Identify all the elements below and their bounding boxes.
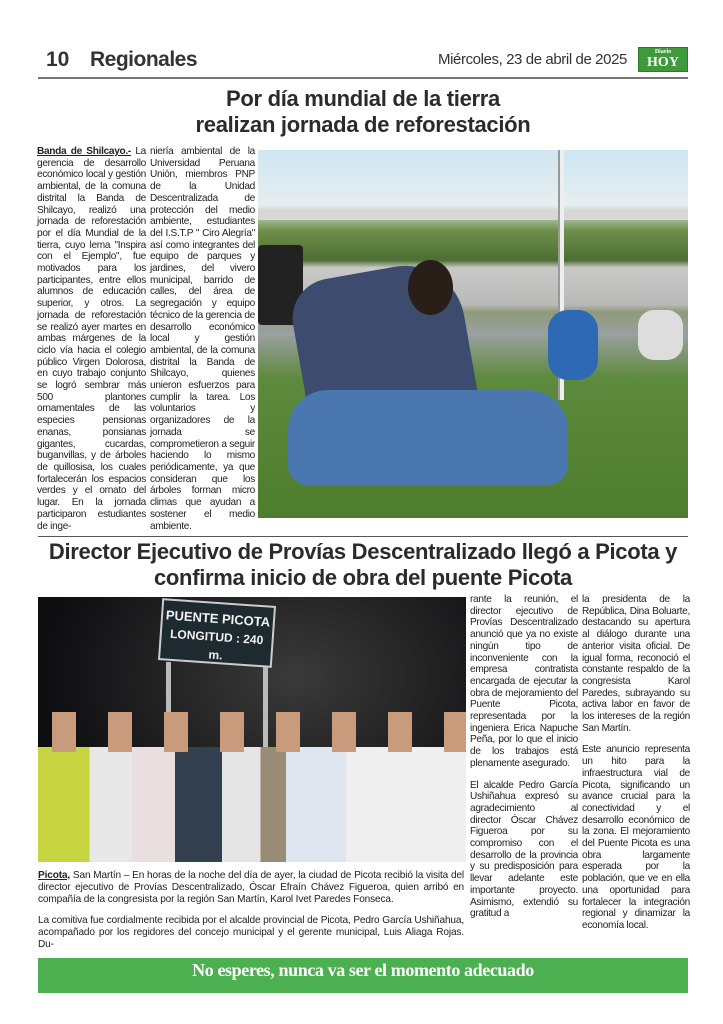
article2-text: Este anuncio representa un hito para la infraestructura vial de Picota, significando un avance crucial para la conectividad y el desarrollo económico de la zona. El mejoramiento del Puente Picota es una obra largamente esperada por la población, que ve en ella una oportunidad para fortalecer la integración regional y dinamizar la economía local.	[582, 744, 690, 931]
sign-text: PUENTE PICOTA	[165, 607, 271, 630]
section-title: Regionales	[90, 48, 198, 71]
article2-intro-paragraph	[38, 870, 464, 907]
bridge-visit-photo	[38, 597, 466, 862]
article2-column-4	[582, 594, 690, 932]
article2-column-3	[470, 594, 578, 920]
newspaper-logo	[638, 47, 688, 72]
page-number: 10	[46, 48, 70, 71]
article2-text: San Martín – En horas de la noche del día de ayer, la ciudad de Picota recibió la visita del director ejecutivo de Provías Descentralizado, Óscar Efraín Chávez Figueroa, quien arribó en compañía de la congresista por la región San Martín, Karol Ivet Paredes Fonseca.	[38, 870, 464, 906]
headline-line: confirma inicio de obra del puente Picota	[153, 565, 572, 590]
article1-column-2	[150, 146, 255, 532]
article1-text: La gerencia de desarrollo económico local y gestión ambiental, de la comuna distrital la Banda de Shilcayo, realizó una jornada de reforestación por el día Mundial de la tierra, cuyo lema "Inspira con el Ejemplo", fue motivados para los participantes, entre ellos alumnos de educación superior, y otros. La jornada de reforestación se realizó ayer martes en ambas márgenes de la ciclo vía hacia el colegio público Virgen Dolorosa, en cuyo trabajo conjunto se logró sembrar más 500 plantones ornamentales de las especies pensionas enanas, ponsianas gigantes, cucardas, buganvillas, y de árboles de quillosisa, los cuales fortalecerán los espacios verdes y el ornato del lugar. En la jornada participaron estudiantes de inge-	[37, 146, 146, 532]
footer-banner	[38, 958, 688, 993]
section-divider	[38, 536, 688, 537]
logo-big-text: HOY	[647, 55, 679, 70]
article2-second-paragraph: La comitiva fue cordialmente recibida por el alcalde provincial de Picota, Pedro García Ushiñahua, acompañado por los regidores del concejo municipal y el gerente municipal, Luis Aliaga Rojas. Du-	[38, 914, 464, 951]
banner-text: No esperes, nunca va ser el momento adecuado	[192, 960, 534, 980]
logo-small-text: Diario	[654, 49, 672, 55]
article2-headline	[38, 539, 688, 591]
article2-dateline: Picota,	[38, 870, 71, 881]
issue-date: Miércoles, 23 de abril de 2025	[438, 51, 627, 68]
bridge-sign	[158, 598, 276, 668]
article2-text: la presidenta de la República, Dina Boluarte, destacando su apertura al diálogo durante una anterior visita oficial. De igual forma, reconoció el constante respaldo de la congresista Karol Paredes, subrayando su activa labor en favor de los intereses de la región San Martín.	[582, 594, 690, 734]
article2-intro	[38, 870, 464, 951]
headline-line: realizan jornada de reforestación	[195, 112, 531, 137]
header-divider	[38, 77, 688, 79]
sign-text: LONGITUD : 240 m.	[169, 626, 264, 663]
headline-line: Director Ejecutivo de Provías Descentralizado llegó a Picota y	[48, 539, 678, 564]
article1-dateline: Banda de Shilcayo.-	[37, 146, 131, 157]
headline-line: Por día mundial de la tierra	[225, 86, 500, 111]
article1-headline	[38, 86, 688, 138]
article1-column-1	[37, 146, 146, 532]
article2-text: rante la reunión, el director ejecutivo de Provías Descentralizado anunció que ya no existe ningún tipo de inconveniente con la empresa contratista encargada de ejecutar la obra de mejoramiento del Puente Picota, representada por la ingeniera Erica Napuche Peña, por lo que el inicio de los trabajos está plenamente asegurado.	[470, 594, 578, 769]
reforestation-photo	[258, 150, 688, 518]
article2-text: El alcalde Pedro García Ushiñahua expresó su agradecimiento al director Óscar Chávez Figueroa por su compromiso con el desarrollo de la provincia y su predisposición para llevar adelante este importante proyecto. Asimismo, extendió su gratitud a	[470, 779, 578, 920]
article1-text: niería ambiental de la Universidad Peruana Unión, miembros PNP de la Unidad Descentralizada de protección del medio ambiente, estudiantes del I.S.T.P " Ciro Alegría" así como integrantes del equipo de parques y jardines, del vivero municipal, barrido de calles, del área de segregación y equipo técnico de la gerencia de desarrollo económico local y gestión ambiental, de la comuna distrital la Banda de Shilcayo, quienes unieron esfuerzos para cumplir la tarea. Los voluntarios y organizadores de la jornada se comprometieron a seguir haciendo lo mismo periódicamente, ya que consideran que los árboles forman micro climas que ayudan a sostener el medio ambiente.	[150, 146, 255, 532]
